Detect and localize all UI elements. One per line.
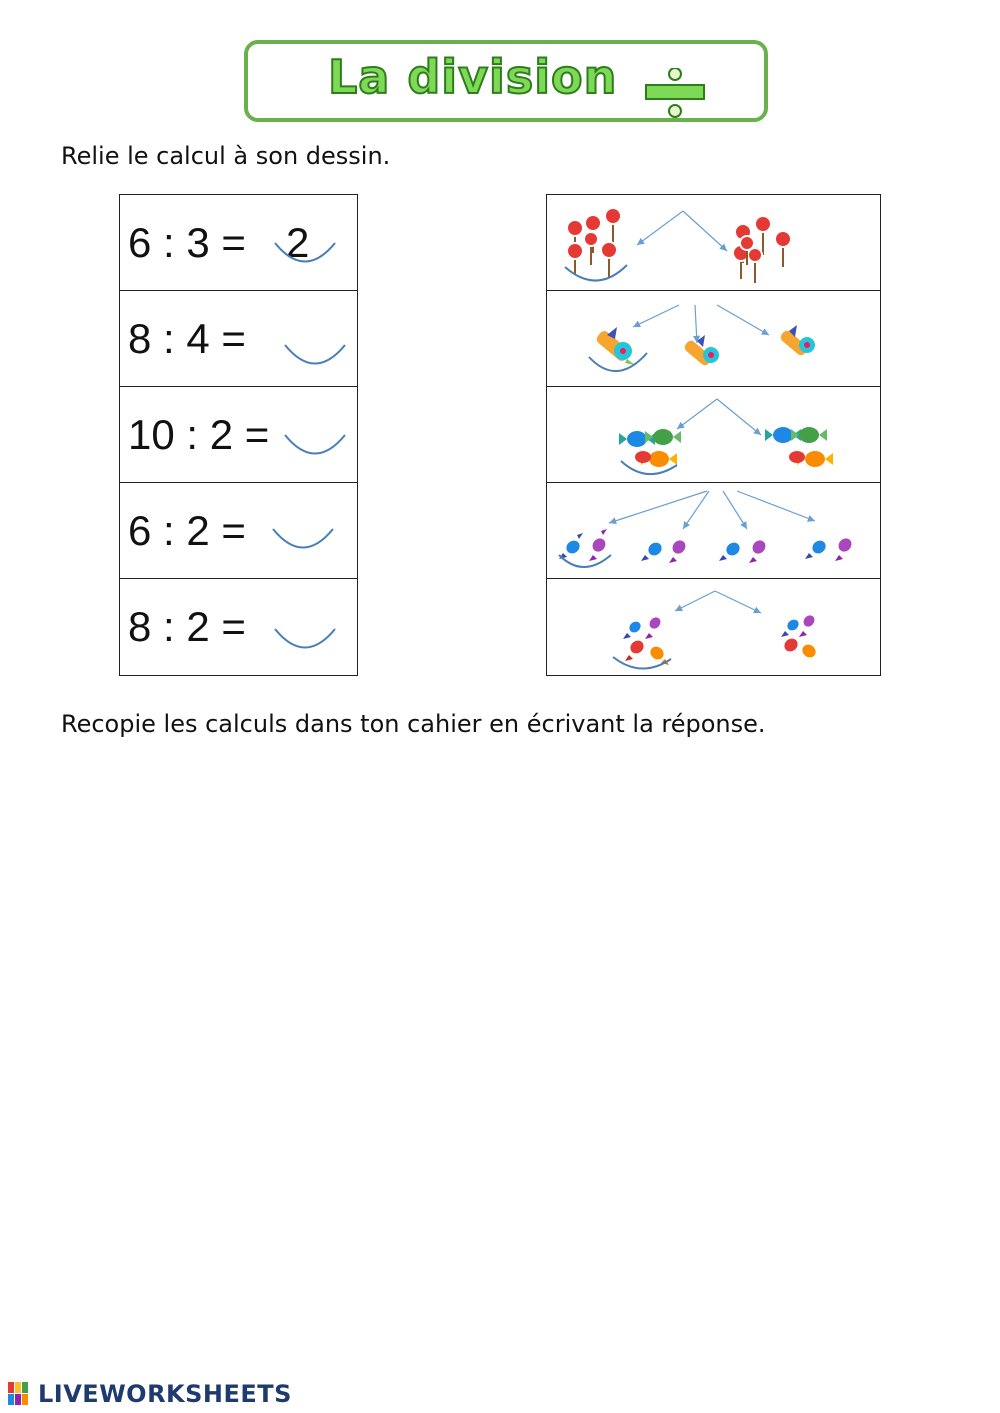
calc-expression: 8 : 2 = xyxy=(128,603,246,650)
picture-row[interactable] xyxy=(547,483,880,579)
answer-field[interactable]: 2 xyxy=(286,219,310,266)
pairs-of-candies-picture xyxy=(547,483,880,578)
groups-of-four-candies-picture xyxy=(547,579,880,674)
calc-expression: 6 : 2 = xyxy=(128,507,246,554)
instruction-match: Relie le calcul à son dessin. xyxy=(61,142,391,170)
calc-row xyxy=(120,291,357,387)
calc-expression: 10 : 2 = xyxy=(128,411,270,458)
lollipops-picture xyxy=(547,195,880,290)
division-sign-icon xyxy=(640,68,710,118)
calculations-table xyxy=(119,194,358,676)
answer-arc-icon xyxy=(280,427,350,467)
wrapped-candies-picture xyxy=(547,387,880,482)
answer-arc-icon xyxy=(268,521,338,561)
candy-group-icon xyxy=(623,615,669,665)
picture-row[interactable] xyxy=(547,195,880,291)
footer-brand[interactable] xyxy=(8,1380,292,1408)
calc-expression: 8 : 4 = xyxy=(128,315,246,362)
picture-row[interactable] xyxy=(547,291,880,387)
calc-expression: 6 : 3 = xyxy=(128,219,246,266)
answer-arc-icon xyxy=(280,337,350,377)
calc-row xyxy=(120,387,357,483)
liveworksheets-logo-icon xyxy=(8,1382,34,1406)
wrapped-candy-icon xyxy=(619,429,681,467)
candy-icon xyxy=(595,327,635,365)
instruction-copy: Recopie les calculs dans ton cahier en écrivant la réponse. xyxy=(61,710,766,738)
picture-row[interactable] xyxy=(547,579,880,675)
lollipop-icon xyxy=(567,208,621,277)
answer-arc-icon xyxy=(270,235,340,275)
title-box xyxy=(244,40,768,122)
page-title: La division xyxy=(328,50,618,104)
calc-row xyxy=(120,483,357,579)
calc-row xyxy=(120,195,357,291)
footer-brand-text: LIVEWORKSHEETS xyxy=(38,1380,292,1408)
candy-pair-icon xyxy=(559,529,608,561)
calc-row xyxy=(120,579,357,675)
candies-picture xyxy=(547,291,880,386)
pictures-table xyxy=(546,194,881,676)
picture-row[interactable] xyxy=(547,387,880,483)
answer-arc-icon xyxy=(270,621,340,661)
